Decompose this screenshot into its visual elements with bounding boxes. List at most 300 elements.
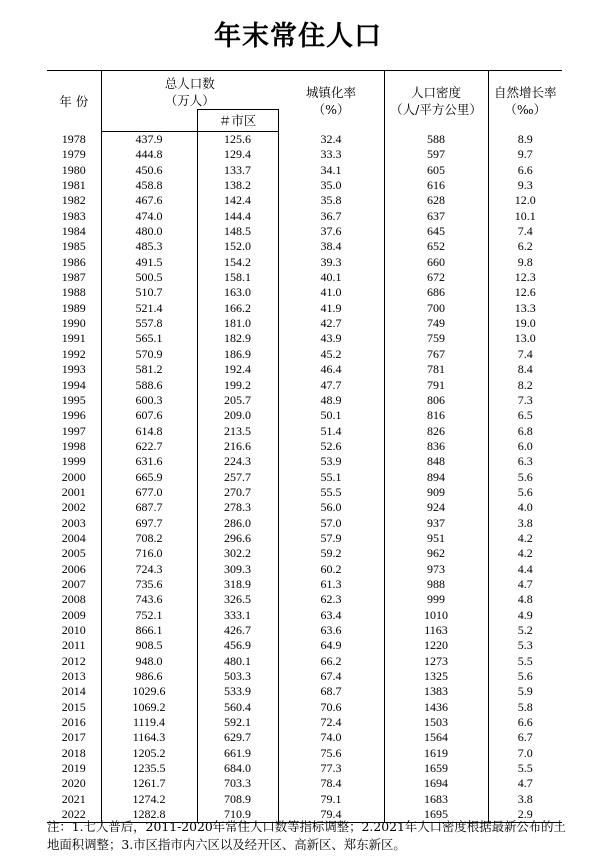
cell-city-population: 302.2 — [197, 546, 278, 561]
cell-city-population: 710.9 — [197, 807, 278, 823]
cell-urbanization-rate: 70.6 — [278, 700, 384, 715]
cell-population-density: 660 — [384, 255, 488, 270]
cell-year: 2017 — [47, 730, 101, 745]
cell-urbanization-rate: 47.7 — [278, 378, 384, 393]
table-row — [47, 285, 562, 300]
cell-total-population: 588.6 — [101, 378, 197, 393]
cell-city-population: 209.0 — [197, 408, 278, 423]
cell-natural-growth-rate: 2.9 — [488, 807, 562, 823]
population-table — [47, 70, 562, 823]
cell-year: 2007 — [47, 577, 101, 592]
cell-year: 2001 — [47, 485, 101, 500]
cell-total-population: 687.7 — [101, 500, 197, 515]
cell-total-population: 570.9 — [101, 347, 197, 362]
cell-year: 1990 — [47, 316, 101, 331]
cell-population-density: 767 — [384, 347, 488, 362]
cell-year: 1996 — [47, 408, 101, 423]
table-row — [47, 178, 562, 193]
cell-population-density: 781 — [384, 362, 488, 377]
cell-total-population: 677.0 — [101, 485, 197, 500]
table-row — [47, 592, 562, 607]
cell-city-population: 129.4 — [197, 147, 278, 162]
cell-urbanization-rate: 41.0 — [278, 285, 384, 300]
cell-urbanization-rate: 66.2 — [278, 654, 384, 669]
cell-population-density: 1273 — [384, 654, 488, 669]
cell-natural-growth-rate: 3.8 — [517, 791, 533, 806]
cell-urbanization-rate: 78.4 — [278, 776, 384, 791]
cell-city-population: 186.9 — [197, 347, 278, 362]
cell-population-density: 588 — [384, 132, 488, 148]
header-density — [384, 71, 488, 132]
cell-total-population: 986.6 — [101, 669, 197, 684]
cell-total-population: 1282.8 — [101, 807, 197, 823]
cell-year: 2002 — [47, 500, 101, 515]
table-row — [47, 239, 562, 254]
cell-natural-growth-rate: 5.6 — [517, 484, 533, 499]
cell-city-population: 480.1 — [197, 654, 278, 669]
cell-total-population: 1069.2 — [101, 700, 197, 715]
table-row — [47, 654, 562, 669]
table-row — [47, 531, 562, 546]
cell-population-density: 1163 — [384, 623, 488, 638]
cell-population-density: 1695 — [384, 807, 488, 823]
cell-year: 1978 — [47, 132, 101, 148]
cell-year: 2012 — [47, 654, 101, 669]
cell-natural-growth-rate: 13.0 — [514, 331, 536, 346]
cell-year: 1988 — [47, 285, 101, 300]
cell-total-population: 708.2 — [101, 531, 197, 546]
header-urbanization-unit: （%） — [312, 102, 350, 118]
cell-population-density: 597 — [384, 147, 488, 162]
cell-total-population: 458.8 — [101, 178, 197, 193]
cell-urbanization-rate: 51.4 — [278, 424, 384, 439]
table-row — [47, 209, 562, 224]
header-total — [101, 71, 278, 110]
cell-year: 2000 — [47, 470, 101, 485]
cell-city-population: 181.0 — [197, 316, 278, 331]
cell-total-population: 752.1 — [101, 608, 197, 623]
cell-city-population: 125.6 — [197, 132, 278, 148]
cell-city-population: 333.1 — [197, 608, 278, 623]
cell-population-density: 686 — [384, 285, 488, 300]
cell-total-population: 1029.6 — [101, 684, 197, 699]
cell-city-population: 533.9 — [197, 684, 278, 699]
cell-total-population: 1205.2 — [101, 746, 197, 761]
cell-year: 1993 — [47, 362, 101, 377]
cell-city-population: 192.4 — [197, 362, 278, 377]
cell-city-population: 144.4 — [197, 209, 278, 224]
cell-population-density: 1659 — [384, 761, 488, 776]
cell-city-population: 257.7 — [197, 470, 278, 485]
cell-natural-growth-rate: 13.3 — [514, 300, 536, 315]
cell-population-density: 645 — [384, 224, 488, 239]
cell-urbanization-rate: 55.5 — [278, 485, 384, 500]
header-total-label: 总人口数 — [164, 76, 215, 91]
cell-population-density: 806 — [384, 393, 488, 408]
cell-city-population: 154.2 — [197, 255, 278, 270]
table-row — [47, 301, 562, 316]
cell-population-density: 605 — [384, 163, 488, 178]
cell-city-population: 426.7 — [197, 623, 278, 638]
cell-urbanization-rate: 57.9 — [278, 531, 384, 546]
table-row — [47, 331, 562, 346]
cell-natural-growth-rate: 4.0 — [517, 500, 533, 515]
cell-year: 1989 — [47, 301, 101, 316]
cell-urbanization-rate: 48.9 — [278, 393, 384, 408]
cell-urbanization-rate: 59.2 — [278, 546, 384, 561]
cell-urbanization-rate: 79.4 — [278, 807, 384, 823]
cell-natural-growth-rate: 6.2 — [517, 239, 533, 254]
cell-population-density: 962 — [384, 546, 488, 561]
table-row — [47, 669, 562, 684]
cell-population-density: 1010 — [384, 608, 488, 623]
cell-population-density: 826 — [384, 424, 488, 439]
cell-urbanization-rate: 34.1 — [278, 163, 384, 178]
cell-urbanization-rate: 53.9 — [278, 454, 384, 469]
table-row — [47, 623, 562, 638]
cell-city-population: 661.9 — [197, 746, 278, 761]
header-density-unit: （人/平方公里） — [390, 102, 482, 118]
cell-population-density: 999 — [384, 592, 488, 607]
cell-urbanization-rate: 35.8 — [278, 193, 384, 208]
cell-urbanization-rate: 52.6 — [278, 439, 384, 454]
cell-population-density: 1694 — [384, 776, 488, 791]
cell-natural-growth-rate: 5.3 — [517, 638, 533, 653]
cell-total-population: 622.7 — [101, 439, 197, 454]
cell-urbanization-rate: 68.7 — [278, 684, 384, 699]
table-body — [47, 132, 562, 823]
cell-year: 1985 — [47, 239, 101, 254]
cell-city-population: 182.9 — [197, 331, 278, 346]
cell-total-population: 581.2 — [101, 362, 197, 377]
cell-city-population: 309.3 — [197, 562, 278, 577]
cell-city-population: 326.5 — [197, 592, 278, 607]
cell-city-population: 503.3 — [197, 669, 278, 684]
cell-year: 2008 — [47, 592, 101, 607]
table-row — [47, 792, 562, 807]
cell-total-population: 450.6 — [101, 163, 197, 178]
header-growth — [488, 71, 562, 132]
cell-natural-growth-rate: 4.8 — [517, 592, 533, 607]
cell-natural-growth-rate: 7.4 — [517, 346, 533, 361]
cell-total-population: 485.3 — [101, 239, 197, 254]
cell-natural-growth-rate: 6.0 — [517, 438, 533, 453]
cell-natural-growth-rate: 7.3 — [517, 392, 533, 407]
cell-total-population: 437.9 — [101, 132, 197, 148]
table-row — [47, 378, 562, 393]
cell-year: 1984 — [47, 224, 101, 239]
table-row — [47, 193, 562, 208]
cell-urbanization-rate: 77.3 — [278, 761, 384, 776]
cell-total-population: 1164.3 — [101, 730, 197, 745]
cell-total-population: 1261.7 — [101, 776, 197, 791]
cell-natural-growth-rate: 7.0 — [517, 745, 533, 760]
cell-population-density: 672 — [384, 270, 488, 285]
cell-city-population: 629.7 — [197, 730, 278, 745]
cell-year: 2013 — [47, 669, 101, 684]
cell-city-population: 205.7 — [197, 393, 278, 408]
cell-city-population: 148.5 — [197, 224, 278, 239]
cell-urbanization-rate: 67.4 — [278, 669, 384, 684]
cell-total-population: 743.6 — [101, 592, 197, 607]
cell-urbanization-rate: 56.0 — [278, 500, 384, 515]
cell-year: 1994 — [47, 378, 101, 393]
cell-population-density: 1503 — [384, 715, 488, 730]
table-row — [47, 132, 562, 148]
cell-total-population: 467.6 — [101, 193, 197, 208]
cell-urbanization-rate: 63.6 — [278, 623, 384, 638]
cell-city-population: 142.4 — [197, 193, 278, 208]
cell-total-population: 444.8 — [101, 147, 197, 162]
cell-urbanization-rate: 75.6 — [278, 746, 384, 761]
cell-total-population: 1235.5 — [101, 761, 197, 776]
table-row — [47, 700, 562, 715]
cell-year: 2011 — [47, 638, 101, 653]
cell-population-density: 759 — [384, 331, 488, 346]
cell-year: 2004 — [47, 531, 101, 546]
table-row — [47, 546, 562, 561]
cell-population-density: 951 — [384, 531, 488, 546]
cell-city-population: 684.0 — [197, 761, 278, 776]
cell-natural-growth-rate: 5.2 — [517, 623, 533, 637]
cell-urbanization-rate: 37.6 — [278, 224, 384, 239]
cell-natural-growth-rate: 9.8 — [517, 254, 533, 269]
table-row — [47, 362, 562, 377]
cell-population-density: 988 — [384, 577, 488, 592]
table-row — [47, 485, 562, 500]
cell-city-population: 158.1 — [197, 270, 278, 285]
table-row — [47, 147, 562, 162]
table-row — [47, 424, 562, 439]
cell-urbanization-rate: 41.9 — [278, 301, 384, 316]
cell-year: 1982 — [47, 193, 101, 208]
cell-population-density: 700 — [384, 301, 488, 316]
cell-total-population: 631.6 — [101, 454, 197, 469]
cell-city-population: 133.7 — [197, 163, 278, 178]
cell-city-population: 296.6 — [197, 531, 278, 546]
cell-population-density: 1619 — [384, 746, 488, 761]
cell-city-population: 152.0 — [197, 239, 278, 254]
cell-year: 1995 — [47, 393, 101, 408]
cell-natural-growth-rate: 12.6 — [514, 285, 536, 300]
cell-natural-growth-rate: 4.2 — [517, 530, 533, 545]
cell-total-population: 948.0 — [101, 654, 197, 669]
cell-urbanization-rate: 62.3 — [278, 592, 384, 607]
cell-urbanization-rate: 45.2 — [278, 347, 384, 362]
table-row — [47, 684, 562, 699]
cell-city-population: 163.0 — [197, 285, 278, 300]
cell-urbanization-rate: 61.3 — [278, 577, 384, 592]
cell-population-density: 749 — [384, 316, 488, 331]
cell-urbanization-rate: 64.9 — [278, 638, 384, 653]
cell-population-density: 1383 — [384, 684, 488, 699]
cell-year: 1998 — [47, 439, 101, 454]
table-row — [47, 439, 562, 454]
cell-natural-growth-rate: 5.5 — [517, 653, 533, 668]
cell-year: 1986 — [47, 255, 101, 270]
cell-total-population: 521.4 — [101, 301, 197, 316]
cell-year: 2022 — [47, 807, 101, 823]
cell-urbanization-rate: 46.4 — [278, 362, 384, 377]
cell-total-population: 866.1 — [101, 623, 197, 638]
cell-natural-growth-rate: 5.6 — [517, 469, 533, 484]
cell-population-density: 848 — [384, 454, 488, 469]
table-row — [47, 224, 562, 239]
cell-urbanization-rate: 72.4 — [278, 715, 384, 730]
cell-city-population: 318.9 — [197, 577, 278, 592]
cell-urbanization-rate: 43.9 — [278, 331, 384, 346]
cell-year: 1981 — [47, 178, 101, 193]
table-row — [47, 500, 562, 515]
cell-population-density: 1220 — [384, 638, 488, 653]
cell-natural-growth-rate: 12.3 — [514, 270, 536, 285]
cell-population-density: 628 — [384, 193, 488, 208]
cell-urbanization-rate: 60.2 — [278, 562, 384, 577]
cell-natural-growth-rate: 5.9 — [517, 684, 533, 699]
cell-natural-growth-rate: 5.5 — [517, 761, 533, 776]
cell-year: 2018 — [47, 746, 101, 761]
table-row — [47, 776, 562, 791]
cell-year: 2015 — [47, 700, 101, 715]
footnote: 注：1.七人普后，2011-2020年常住人口数等指标调整；2.2021年人口密度根据最新公布的土地面积调整；3.市区指市内六区以及经开区、高新区、郑东新区。 — [47, 819, 566, 852]
cell-year: 2009 — [47, 608, 101, 623]
cell-year: 1980 — [47, 163, 101, 178]
cell-natural-growth-rate: 5.6 — [517, 669, 533, 684]
cell-natural-growth-rate: 6.3 — [517, 454, 533, 469]
cell-population-density: 1564 — [384, 730, 488, 745]
cell-year: 2021 — [47, 792, 101, 807]
table-row — [47, 746, 562, 761]
cell-population-density: 1436 — [384, 700, 488, 715]
header-urbanization-label: 城镇化率 — [306, 85, 357, 101]
cell-total-population: 614.8 — [101, 424, 197, 439]
cell-year: 2006 — [47, 562, 101, 577]
cell-year: 2010 — [47, 623, 101, 638]
cell-urbanization-rate: 33.3 — [278, 147, 384, 162]
cell-urbanization-rate: 39.3 — [278, 255, 384, 270]
cell-total-population: 697.7 — [101, 516, 197, 531]
cell-urbanization-rate: 55.1 — [278, 470, 384, 485]
cell-natural-growth-rate: 9.7 — [517, 147, 533, 162]
cell-natural-growth-rate: 4.7 — [517, 776, 533, 791]
cell-year: 2005 — [47, 546, 101, 561]
cell-natural-growth-rate: 6.6 — [517, 715, 533, 730]
table-row — [47, 761, 562, 776]
cell-city-population: 456.9 — [197, 638, 278, 653]
cell-natural-growth-rate: 5.8 — [517, 699, 533, 714]
cell-natural-growth-rate: 6.7 — [517, 730, 533, 745]
table-row — [47, 562, 562, 577]
cell-urbanization-rate: 40.1 — [278, 270, 384, 285]
table-row — [47, 408, 562, 423]
cell-population-density: 937 — [384, 516, 488, 531]
cell-year: 2016 — [47, 715, 101, 730]
cell-city-population: 166.2 — [197, 301, 278, 316]
cell-year: 1983 — [47, 209, 101, 224]
cell-population-density: 1683 — [384, 792, 488, 807]
header-growth-label: 自然增长率 — [494, 85, 557, 101]
cell-city-population: 216.6 — [197, 439, 278, 454]
cell-total-population: 716.0 — [101, 546, 197, 561]
table-row — [47, 316, 562, 331]
table-row — [47, 270, 562, 285]
cell-total-population: 665.9 — [101, 470, 197, 485]
cell-urbanization-rate: 74.0 — [278, 730, 384, 745]
cell-total-population: 1274.2 — [101, 792, 197, 807]
cell-year: 1997 — [47, 424, 101, 439]
cell-population-density: 924 — [384, 500, 488, 515]
table-row — [47, 608, 562, 623]
cell-natural-growth-rate: 12.0 — [514, 193, 536, 208]
cell-total-population: 491.5 — [101, 255, 197, 270]
page-title: 年末常住人口 — [214, 21, 382, 52]
cell-city-population: 286.0 — [197, 516, 278, 531]
table-row — [47, 470, 562, 485]
cell-year: 1992 — [47, 347, 101, 362]
cell-natural-growth-rate: 6.5 — [517, 408, 533, 423]
cell-urbanization-rate: 38.4 — [278, 239, 384, 254]
cell-natural-growth-rate: 8.2 — [517, 377, 533, 392]
cell-natural-growth-rate: 6.8 — [517, 423, 533, 438]
cell-natural-growth-rate: 3.8 — [517, 515, 533, 530]
cell-year: 1991 — [47, 331, 101, 346]
cell-city-population: 270.7 — [197, 485, 278, 500]
header-density-label: 人口密度 — [411, 85, 462, 101]
cell-natural-growth-rate: 8.4 — [517, 362, 533, 377]
cell-year: 2019 — [47, 761, 101, 776]
cell-city-population: 278.3 — [197, 500, 278, 515]
cell-population-density: 894 — [384, 470, 488, 485]
cell-year: 1999 — [47, 454, 101, 469]
cell-total-population: 557.8 — [101, 316, 197, 331]
table-row — [47, 715, 562, 730]
cell-urbanization-rate: 42.7 — [278, 316, 384, 331]
cell-year: 2020 — [47, 776, 101, 791]
cell-year: 1979 — [47, 147, 101, 162]
cell-natural-growth-rate: 6.6 — [517, 162, 533, 177]
cell-natural-growth-rate: 8.9 — [517, 131, 533, 146]
cell-city-population: 560.4 — [197, 700, 278, 715]
cell-total-population: 600.3 — [101, 393, 197, 408]
cell-population-density: 816 — [384, 408, 488, 423]
cell-urbanization-rate: 50.1 — [278, 408, 384, 423]
cell-total-population: 908.5 — [101, 638, 197, 653]
cell-urbanization-rate: 57.0 — [278, 516, 384, 531]
cell-urbanization-rate: 35.0 — [278, 178, 384, 193]
header-total-spacer — [101, 110, 197, 132]
cell-city-population: 592.1 — [197, 715, 278, 730]
cell-population-density: 973 — [384, 562, 488, 577]
table-row — [47, 393, 562, 408]
header-urbanization — [278, 71, 384, 132]
cell-population-density: 836 — [384, 439, 488, 454]
cell-natural-growth-rate: 9.3 — [517, 178, 533, 193]
cell-city-population: 703.3 — [197, 776, 278, 791]
cell-population-density: 652 — [384, 239, 488, 254]
cell-city-population: 708.9 — [197, 792, 278, 807]
cell-total-population: 724.3 — [101, 562, 197, 577]
cell-urbanization-rate: 79.1 — [278, 792, 384, 807]
cell-natural-growth-rate: 19.0 — [514, 316, 536, 331]
cell-city-population: 199.2 — [197, 378, 278, 393]
cell-year: 2014 — [47, 684, 101, 699]
header-total-unit: （万人） — [164, 93, 215, 108]
cell-population-density: 637 — [384, 209, 488, 224]
cell-year: 1987 — [47, 270, 101, 285]
cell-total-population: 607.6 — [101, 408, 197, 423]
table-row — [47, 255, 562, 270]
cell-urbanization-rate: 32.4 — [278, 132, 384, 148]
